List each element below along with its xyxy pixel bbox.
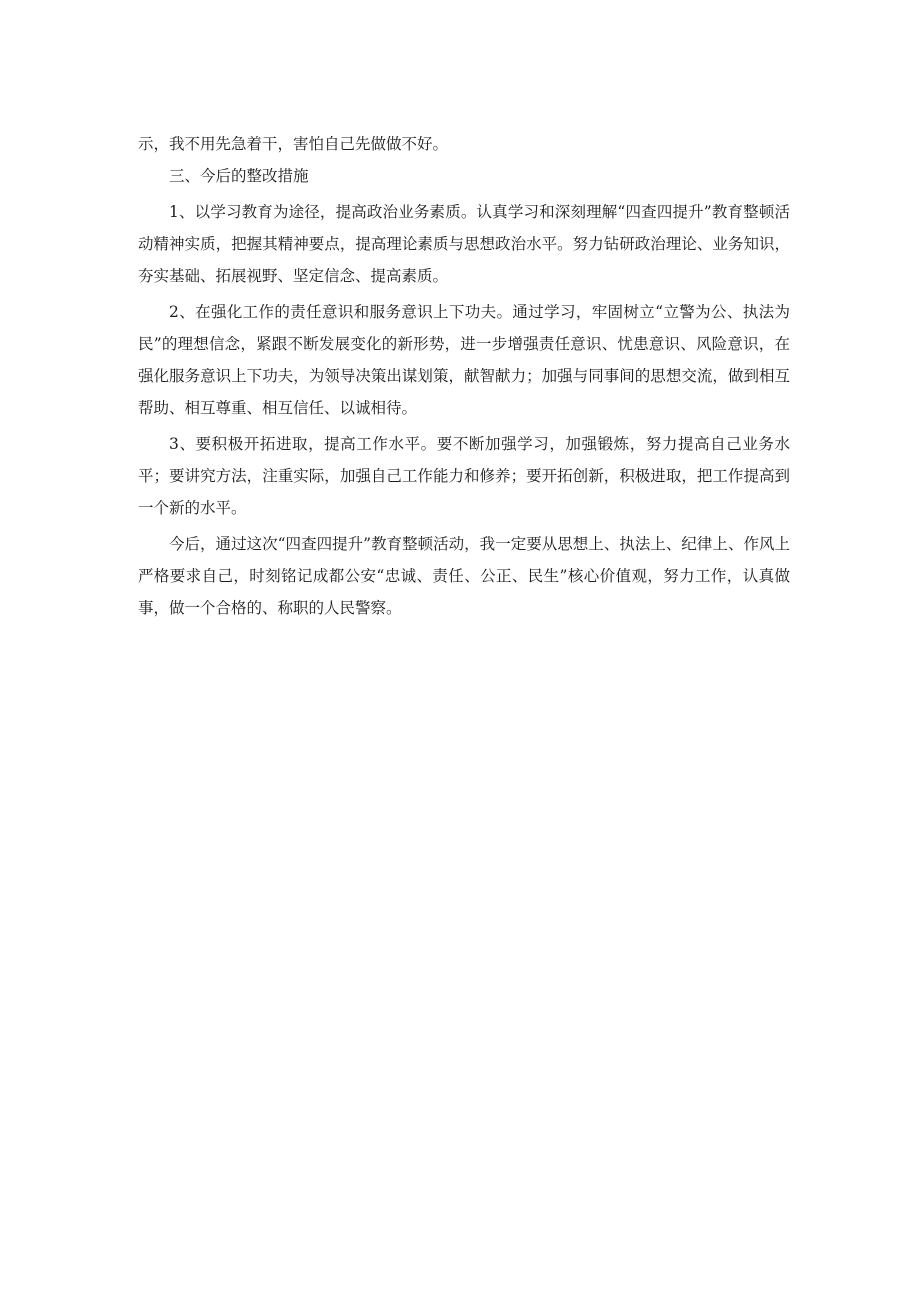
closing-paragraph: 今后，通过这次“四查四提升”教育整顿活动，我一定要从思想上、执法上、纪律上、作风上严格要求自己，时刻铭记成都公安“忠诚、责任、公正、民生”核心价值观，努力工作，认真做事，做一个合格的、称职的人民警察。 xyxy=(138,535,790,617)
paragraph-continuation: 示，我不用先急着干，害怕自己先做做不好。 xyxy=(138,135,449,153)
section-heading: 三、今后的整改措施 xyxy=(169,167,309,185)
document-page xyxy=(138,128,790,624)
measure-item-1: 1、以学习教育为途径，提高政治业务素质。认真学习和深刻理解“四查四提升”教育整顿活动精神实质，把握其精神要点，提高理论素质与思想政治水平。努力钻研政治理论、业务知识，夯实基础、拓展视野、坚定信念、提高素质。 xyxy=(138,203,790,285)
measure-item-2: 2、在强化工作的责任意识和服务意识上下功夫。通过学习，牢固树立“立警为公、执法为民”的理想信念，紧跟不断发展变化的新形势，进一步增强责任意识、忧患意识、风险意识，在强化服务意识上下功夫，为领导决策出谋划策，献智献力；加强与同事间的思想交流，做到相互帮助、相互尊重、相互信任、以诚相待。 xyxy=(138,303,790,417)
measure-item-3: 3、要积极开拓进取，提高工作水平。要不断加强学习，加强锻炼，努力提高自己业务水平；要讲究方法，注重实际，加强自己工作能力和修养；要开拓创新，积极进取，把工作提高到一个新的水平。 xyxy=(138,435,790,517)
